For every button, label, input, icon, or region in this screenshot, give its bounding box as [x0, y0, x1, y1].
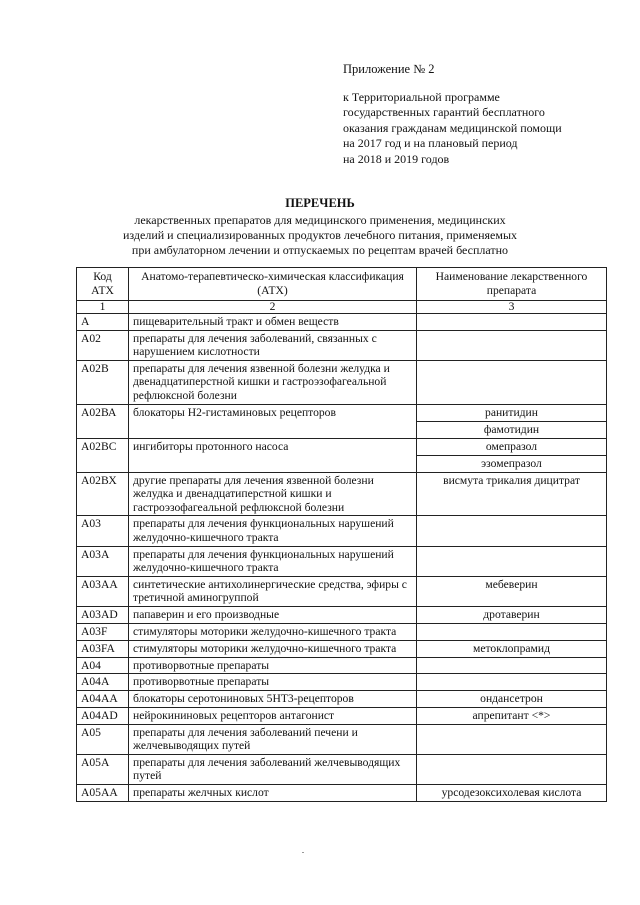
atc-classification: препараты для лечения заболеваний, связанных с нарушением кислотности [129, 330, 417, 360]
table-row [77, 724, 607, 754]
drug-names-cell [417, 657, 607, 674]
table-row [77, 640, 607, 657]
drug-names-cell [417, 640, 607, 657]
atc-classification: препараты для лечения функциональных нарушений желудочно-кишечного тракта [129, 516, 417, 546]
appendix-line: на 2018 и 2019 годов [343, 151, 450, 166]
drug-names-cell [417, 707, 607, 724]
title-line: при амбулаторном лечении и отпускаемых по рецептам врачей бесплатно [131, 243, 509, 257]
column-number: 2 [129, 301, 417, 314]
atc-classification: стимуляторы моторики желудочно-кишечного тракта [129, 623, 417, 640]
table-row [77, 754, 607, 784]
table-row [77, 546, 607, 576]
atc-code: А05 [77, 724, 129, 754]
drug-names-cell [417, 472, 607, 516]
drug-names-cell [417, 404, 607, 438]
atc-code: А02ВА [77, 404, 129, 438]
table-row [77, 707, 607, 724]
table-row [77, 606, 607, 623]
table-row [77, 472, 607, 516]
table-row [77, 690, 607, 707]
appendix-line: к Территориальной программе [343, 89, 500, 104]
drug-name: эзомепразол [417, 455, 606, 472]
atc-classification: препараты для лечения функциональных нарушений желудочно-кишечного тракта [129, 546, 417, 576]
atc-classification: препараты желчных кислот [129, 785, 417, 802]
atc-code: А03АА [77, 576, 129, 606]
atc-classification: противорвотные препараты [129, 674, 417, 691]
atc-code: А02В [77, 360, 129, 404]
atc-code: А04 [77, 657, 129, 674]
drug-names-cell [417, 606, 607, 623]
drug-name: ранитидин [485, 405, 538, 419]
atc-classification: блокаторы Н2-гистаминовых рецепторов [129, 404, 417, 438]
atc-code: А02ВХ [77, 472, 129, 516]
drug-names-cell [417, 314, 607, 331]
atc-code: А04АА [77, 690, 129, 707]
atc-code: А [77, 314, 129, 331]
drug-name: метоклопрамид [473, 641, 550, 655]
atc-classification: стимуляторы моторики желудочно-кишечного тракта [129, 640, 417, 657]
appendix-number: Приложение № 2 [343, 62, 435, 76]
drug-name: висмута трикалия дицитрат [443, 473, 580, 487]
table-row [77, 438, 607, 472]
drug-names-cell [417, 623, 607, 640]
atc-code: А05АА [77, 785, 129, 802]
atc-classification: папаверин и его производные [129, 606, 417, 623]
drug-list-table [76, 267, 607, 802]
drug-names-cell [417, 785, 607, 802]
title-line: лекарственных препаратов для медицинского применения, медицинских [134, 213, 506, 227]
drug-name: фамотидин [417, 421, 606, 438]
atc-classification: другие препараты для лечения язвенной болезни желудка и двенадцатиперстной кишки и гастроэзофагеальной рефлюксной болезни [129, 472, 417, 516]
column-number: 1 [77, 301, 129, 314]
header-classification: Анатомо-терапевтическо-химическая классификация (АТХ) [129, 268, 417, 301]
header-code: Код АТХ [77, 268, 129, 301]
drug-name: ондансетрон [480, 691, 543, 705]
table-header-row [77, 268, 607, 301]
drug-names-cell [417, 438, 607, 472]
atc-classification: препараты для лечения заболеваний печени и желчевыводящих путей [129, 724, 417, 754]
drug-name: урсодезоксихолевая кислота [441, 786, 582, 800]
atc-classification: пищеварительный тракт и обмен веществ [129, 314, 417, 331]
atc-code: А02ВС [77, 438, 129, 472]
drug-names-cell [417, 516, 607, 546]
atc-code: А04AD [77, 707, 129, 724]
atc-code: А04А [77, 674, 129, 691]
column-number: 3 [417, 301, 607, 314]
atc-classification: препараты для лечения заболеваний желчевыводящих путей [129, 754, 417, 784]
atc-code: А02 [77, 330, 129, 360]
table-row [77, 360, 607, 404]
atc-code: А03AD [77, 606, 129, 623]
table-row [77, 404, 607, 438]
drug-names-cell [417, 546, 607, 576]
atc-classification: противорвотные препараты [129, 657, 417, 674]
atc-classification: ингибиторы протонного насоса [129, 438, 417, 472]
drug-names-cell [417, 690, 607, 707]
appendix-line: оказания гражданам медицинской помощи [343, 120, 562, 135]
atc-classification: блокаторы серотониновых 5НТ3-рецепторов [129, 690, 417, 707]
atc-classification: нейрокининовых рецепторов антагонист [129, 707, 417, 724]
header-drug-name: Наименование лекарственного препарата [417, 268, 607, 301]
column-number-row [77, 301, 607, 314]
drug-names-cell [417, 330, 607, 360]
table-body [77, 314, 607, 802]
title-main: ПЕРЕЧЕНЬ [285, 196, 355, 210]
table-row [77, 330, 607, 360]
table-row [77, 314, 607, 331]
atc-code: А03FA [77, 640, 129, 657]
table-row [77, 623, 607, 640]
atc-code: А03А [77, 546, 129, 576]
atc-classification: препараты для лечения язвенной болезни желудка и двенадцатиперстной кишки и гастроэзофагеальной рефлюксной болезни [129, 360, 417, 404]
appendix-line: на 2017 год и на плановый период [343, 136, 518, 150]
drug-name: омепразол [485, 439, 538, 453]
appendix-line: государственных гарантий бесплатного [343, 105, 545, 119]
drug-names-cell [417, 674, 607, 691]
appendix-block [343, 62, 613, 167]
table-row [77, 674, 607, 691]
document-title [60, 196, 580, 258]
table-row [77, 516, 607, 546]
scan-speck [302, 852, 304, 853]
drug-names-cell [417, 724, 607, 754]
table-row [77, 576, 607, 606]
drug-names-cell [417, 576, 607, 606]
drug-name: дротаверин [483, 607, 540, 621]
table-row [77, 657, 607, 674]
table-row [77, 785, 607, 802]
title-line: изделий и специализированных продуктов лечебного питания, применяемых [122, 228, 518, 242]
atc-code: А03 [77, 516, 129, 546]
drug-names-cell [417, 360, 607, 404]
atc-code: А03F [77, 623, 129, 640]
drug-name: мебеверин [485, 577, 538, 591]
drug-names-cell [417, 754, 607, 784]
atc-classification: синтетические антихолинергические средства, эфиры с третичной аминогруппой [129, 576, 417, 606]
drug-name: апрепитант <*> [472, 708, 551, 722]
atc-code: А05А [77, 754, 129, 784]
